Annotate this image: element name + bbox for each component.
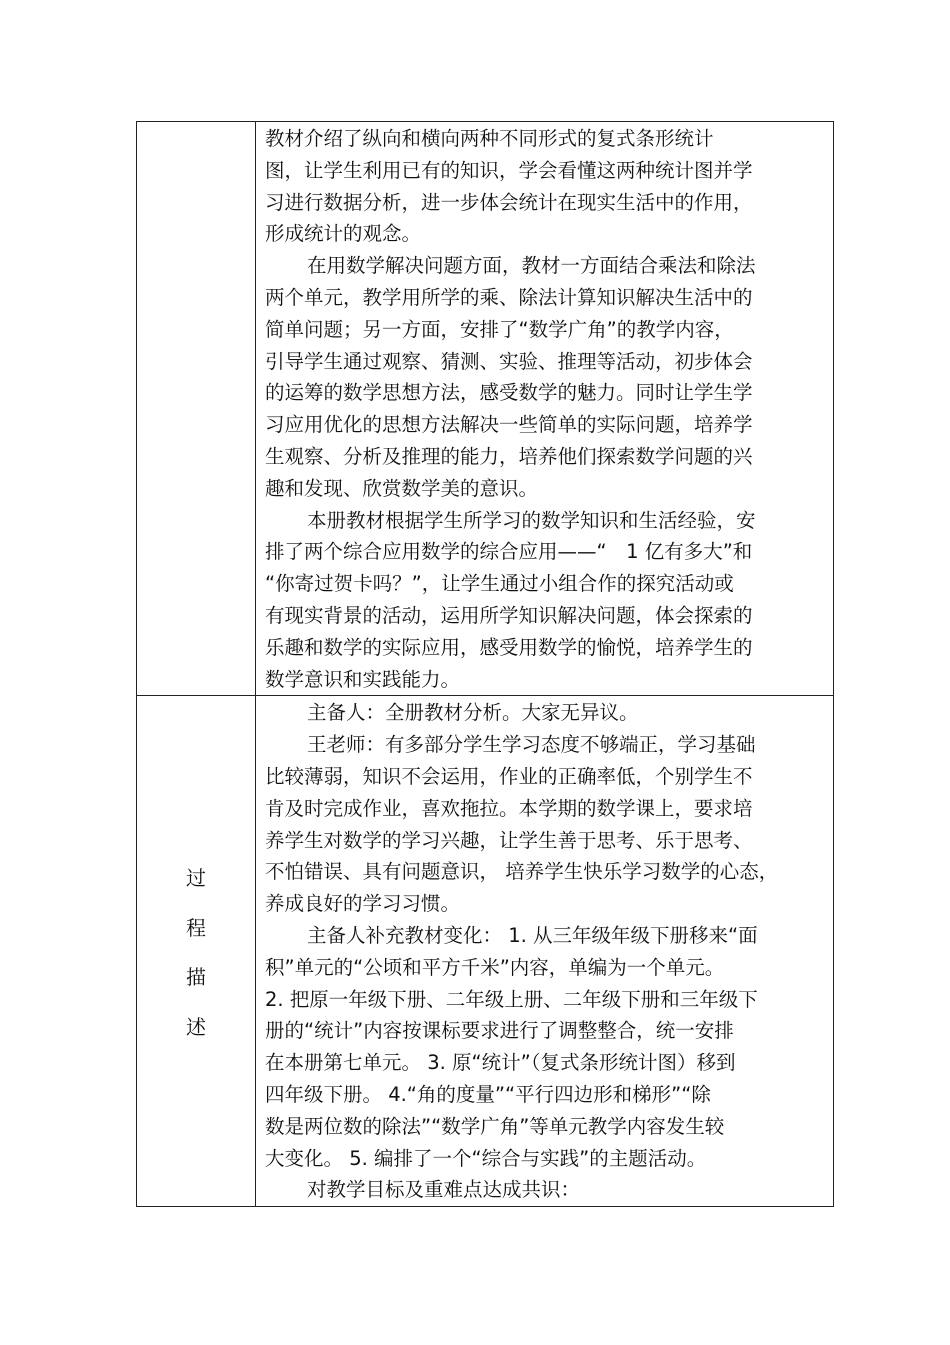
text-line: 排了两个综合应用数学的综合应用——“ 1 亿有多大”和 — [265, 540, 753, 564]
text-line: 册的“统计”内容按课标要求进行了调整整合，统一安排 — [265, 1019, 734, 1043]
row-label-empty — [137, 122, 256, 696]
label-char: 过 — [186, 866, 206, 891]
text-line: 数是两位数的除法”“数学广角”等单元教学内容发生较 — [265, 1114, 725, 1138]
text-line: 的运筹的数学思想方法，感受数学的魅力。同时让学生学 — [265, 381, 753, 405]
label-char: 程 — [186, 915, 206, 940]
text-line: 养成良好的学习习惯。 — [265, 892, 461, 916]
text-line: 生观察、分析及推理的能力，培养他们探索数学问题的兴 — [265, 444, 753, 468]
label-char: 述 — [186, 1014, 206, 1039]
text-line: 在本册第七单元。 3. 原“统计”（复式条形统计图）移到 — [265, 1051, 736, 1075]
text-line: 本册教材根据学生所学习的数学知识和生活经验，安 — [307, 508, 756, 532]
text-line: “你寄过贺卡吗？”，让学生通过小组合作的探究活动或 — [265, 572, 734, 596]
paragraph-block — [256, 696, 833, 1206]
table-row-materials — [137, 122, 834, 696]
text-line: 在用数学解决问题方面，教材一方面结合乘法和除法 — [307, 254, 756, 278]
text-line: 趣和发现、欣赏数学美的意识。 — [265, 476, 539, 500]
text-line: 数学意识和实践能力。 — [265, 667, 461, 691]
paragraph-block — [256, 122, 833, 695]
text-line: 习进行数据分析，进一步体会统计在现实生活中的作用， — [265, 190, 753, 214]
label-char: 描 — [186, 965, 206, 990]
text-line: 乐趣和数学的实际应用，感受用数学的愉悦，培养学生的 — [265, 635, 753, 659]
text-line: 主备人补充教材变化： 1. 从三年级年级下册移来“面 — [307, 923, 758, 947]
text-line: 肯及时完成作业，喜欢拖拉。本学期的数学课上，要求培 — [265, 796, 753, 820]
content-cell-materials — [256, 122, 834, 696]
text-line: 主备人：全册教材分析。大家无异议。 — [307, 701, 639, 725]
text-line: 引导学生通过观察、猜测、实验、推理等活动，初步体会 — [265, 349, 753, 373]
record-table — [136, 121, 834, 1207]
text-line: 大变化。 5. 编排了一个“综合与实践”的主题活动。 — [265, 1146, 707, 1170]
content-cell-process — [256, 696, 834, 1207]
text-line: 简单问题；另一方面，安排了“数学广角”的教学内容， — [265, 317, 734, 341]
text-line: 积”单元的“公顷和平方千米”内容，单编为一个单元。 — [265, 955, 725, 979]
text-line: 形成统计的观念。 — [265, 222, 422, 246]
text-line: 图，让学生利用已有的知识，学会看懂这两种统计图并学 — [265, 158, 753, 182]
text-line: 有现实背景的活动，运用所学知识解决问题，体会探索的 — [265, 603, 753, 627]
text-line: 不怕错误、具有问题意识， 培养学生快乐学习数学的心态， — [265, 860, 779, 884]
text-line: 四年级下册。 4.“角的度量”“平行四边形和梯形”“除 — [265, 1082, 711, 1106]
text-line: 2. 把原一年级下册、二年级上册、二年级下册和三年级下 — [265, 987, 758, 1011]
text-line: 教材介绍了纵向和横向两种不同形式的复式条形统计 — [265, 127, 714, 150]
text-line: 对教学目标及重难点达成共识： — [307, 1178, 581, 1202]
table-row-process — [137, 696, 834, 1207]
text-line: 习应用优化的思想方法解决一些简单的实际问题，培养学 — [265, 413, 753, 437]
text-line: 养学生对数学的学习兴趣，让学生善于思考、乐于思考、 — [265, 828, 753, 852]
process-label-vertical — [137, 854, 255, 1052]
row-label-process — [137, 696, 256, 1207]
text-line: 比较薄弱，知识不会运用，作业的正确率低，个别学生不 — [265, 764, 753, 788]
text-line: 王老师：有多部分学生学习态度不够端正，学习基础 — [307, 733, 756, 757]
text-line: 两个单元，教学用所学的乘、除法计算知识解决生活中的 — [265, 285, 753, 309]
